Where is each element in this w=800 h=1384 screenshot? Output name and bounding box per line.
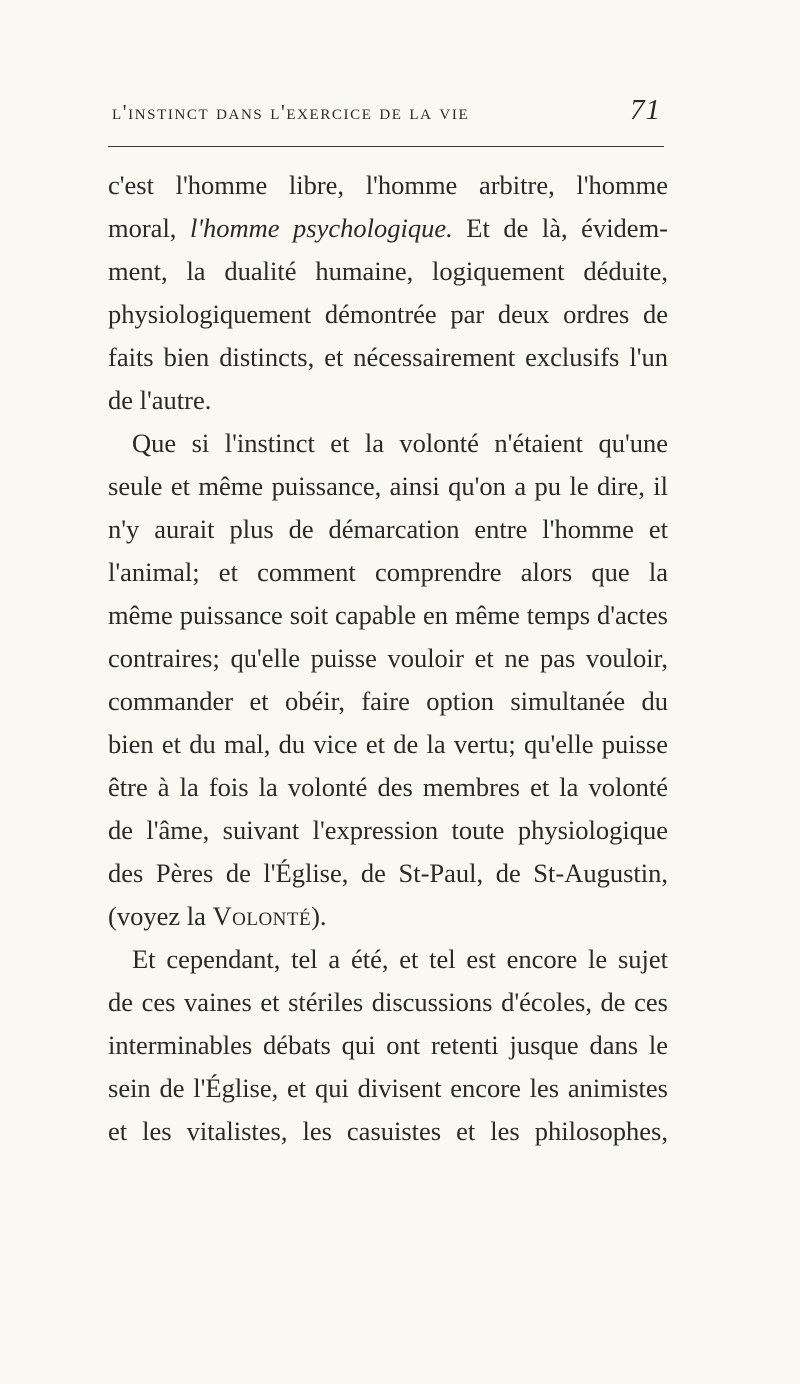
text-line-18	[108, 895, 668, 938]
text-line-20: de ces vaines et stériles discussions d'écoles, de ces	[108, 987, 668, 1017]
text-segment: (voyez la	[108, 901, 213, 931]
text-line-16: de l'âme, suivant l'expression toute physiologique	[108, 815, 668, 845]
text-line-21: interminables débats qui ont retenti jusque dans le	[108, 1030, 668, 1060]
text-line-3: ment, la dualité humaine, logiquement déduite,	[108, 256, 668, 286]
text-line-23: et les vitalistes, les casuistes et les philosophes,	[108, 1116, 668, 1146]
running-title: l'instinct dans l'exercice de la vie	[112, 100, 470, 124]
text-line-12: contraires; qu'elle puisse vouloir et ne pas vouloir,	[108, 643, 668, 673]
text-line-6: de l'autre.	[108, 385, 212, 415]
text-line-1: c'est l'homme libre, l'homme arbitre, l'homme	[108, 170, 668, 200]
text-line-7: Que si l'instinct et la volonté n'étaient qu'une	[132, 428, 668, 458]
smallcaps-reference: Volonté	[212, 901, 312, 931]
text-line-22: sein de l'Église, et qui divisent encore les animistes	[108, 1073, 668, 1103]
text-segment: moral,	[108, 213, 190, 243]
text-line-9: n'y aurait plus de démarcation entre l'homme et	[108, 514, 668, 544]
text-line-14: bien et du mal, du vice et de la vertu; qu'elle puisse	[108, 729, 668, 759]
text-line-10: l'animal; et comment comprendre alors que la	[108, 557, 668, 587]
page-number: 71	[630, 94, 661, 126]
text-line-17: des Pères de l'Église, de St-Paul, de St-Augustin,	[108, 858, 668, 888]
italic-phrase: l'homme psychologique.	[189, 213, 453, 243]
header-rule	[108, 146, 664, 147]
text-line-19: Et cependant, tel a été, et tel est encore le sujet	[132, 944, 668, 974]
text-line-15: être à la fois la volonté des membres et la volonté	[108, 772, 668, 802]
text-segment: ).	[311, 901, 327, 931]
text-line-13: commander et obéir, faire option simultanée du	[108, 686, 668, 716]
text-line-8: seule et même puissance, ainsi qu'on a pu le dire, il	[108, 471, 668, 501]
text-line-2	[108, 207, 668, 250]
body-text	[108, 164, 668, 1153]
text-line-11: même puissance soit capable en même temps d'actes	[108, 600, 668, 630]
text-line-5: faits bien distincts, et nécessairement exclusifs l'un	[108, 342, 668, 372]
text-line-4: physiologiquement démontrée par deux ordres de	[108, 299, 668, 329]
text-segment: Et de là, évidem-	[452, 213, 668, 243]
running-head	[0, 94, 800, 134]
